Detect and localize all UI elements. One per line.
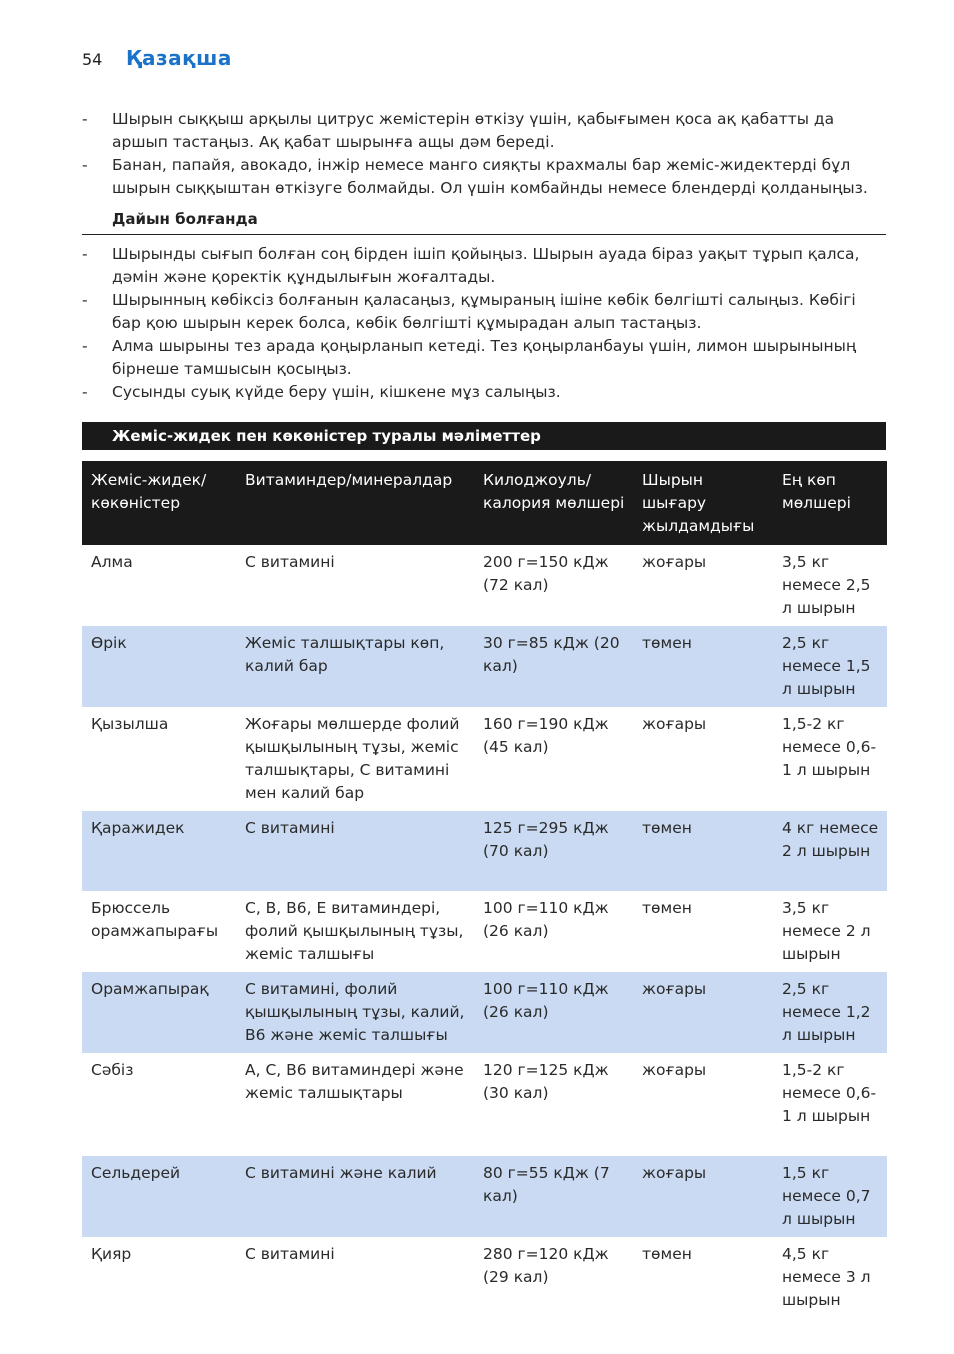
table-cell: 4,5 кг немесе 3 л шырын: [782, 1245, 871, 1309]
list-item: - Шырын сыққыш арқылы цитрус жемістерін өткізу үшін, қабығымен қоса ақ қабатты да аршып тастаңыз. Ақ қабат шырынға ащы дәм береді.: [82, 110, 835, 151]
ready-bullet-list: [82, 243, 888, 404]
table-row: [82, 811, 887, 891]
table-cell: 160 г=190 кДж (45 кал): [483, 715, 609, 756]
table-cell: Сельдерей: [82, 1156, 236, 1237]
table-cell: 80 г=55 кДж (7 кал): [474, 1156, 633, 1237]
table-cell: Қияр: [91, 1245, 132, 1263]
table-cell: жоғары: [633, 972, 773, 1053]
table-cell: Қаражидек: [82, 811, 236, 891]
table-cell: Қызылша: [91, 715, 169, 733]
table-row: [82, 1053, 887, 1156]
table-row: [82, 891, 887, 972]
table-cell: жоғары: [642, 1061, 707, 1079]
list-item: - Шырынның көбіксіз болғанын қаласаңыз, құмыраның ішіне көбік бөлгішті салыңыз. Көбігі бар қою шырын керек болса, көбік бөлгішті құмырадан алып тастаңыз.: [82, 291, 856, 332]
list-item: - Сусынды суық күйде беру үшін, кішкене мұз салыңыз.: [82, 383, 561, 401]
table-cell: 2,5 кг немесе 1,2 л шырын: [773, 972, 887, 1053]
table-cell: 200 г=150 кДж (72 кал): [483, 553, 609, 594]
table-row: [82, 972, 887, 1053]
table-cell: төмен: [633, 811, 773, 891]
column-header: Килоджоуль/ калория мөлшері: [474, 461, 633, 545]
table-cell: С витамині: [236, 811, 474, 891]
table-cell: 125 г=295 кДж (70 кал): [474, 811, 633, 891]
table-cell: 1,5 кг немесе 0,7 л шырын: [773, 1156, 887, 1237]
table-cell: 3,5 кг немесе 2,5 л шырын: [782, 553, 871, 617]
table-cell: төмен: [642, 1245, 692, 1263]
ready-section-heading: [82, 208, 886, 235]
fruit-vegetable-table: [82, 461, 887, 1318]
table-row: [82, 626, 887, 707]
page-number: 54: [82, 50, 103, 69]
column-header: Ең көп мөлшері: [773, 461, 887, 545]
table-row: [82, 1156, 887, 1237]
table-section-heading: [82, 422, 886, 450]
list-item: - Банан, папайя, авокадо, інжір немесе манго сияқты крахмалы бар жеміс-жидектерді бұл шырын сыққыштан өткізуге болмайды. Ол үшін комбайнды немесе блендерді қолданыңыз.: [82, 156, 868, 197]
table-cell: төмен: [642, 899, 692, 917]
section-title: Жеміс-жидек пен көкөністер туралы мәліметтер: [112, 427, 541, 445]
table-cell: Жеміс талшықтары көп, калий бар: [236, 626, 474, 707]
table-cell: Жоғары мөлшерде фолий қышқылының тұзы, жеміс талшықтары, С витамині мен калий бар: [245, 715, 460, 802]
table-cell: Алма: [91, 553, 133, 571]
table-header-row: [82, 461, 887, 545]
table-cell: С витамині: [245, 1245, 335, 1263]
column-header: Шырын шығару жылдамдығы: [633, 461, 773, 545]
table-cell: Сәбіз: [91, 1061, 134, 1079]
table-cell: 280 г=120 кДж (29 кал): [483, 1245, 609, 1286]
table-cell: 3,5 кг немесе 2 л шырын: [782, 899, 871, 963]
column-header: Витаминдер/минералдар: [236, 461, 474, 545]
table-cell: С витамині, фолий қышқылының тұзы, калий, В6 және жеміс талшығы: [236, 972, 474, 1053]
table-cell: Брюссель орамжапырағы: [91, 899, 219, 940]
list-item: - Шырынды сығып болған соң бірден ішіп қойыңыз. Шырын ауада біраз уақыт тұрып қалса, дәмін және қоректік құндылығын жоғалтады.: [82, 245, 860, 286]
table-cell: жоғары: [642, 715, 707, 733]
table-cell: 120 г=125 кДж (30 кал): [483, 1061, 609, 1102]
table-cell: жоғары: [642, 553, 707, 571]
intro-bullet-list: [82, 108, 888, 200]
table-cell: 30 г=85 кДж (20 кал): [474, 626, 633, 707]
table-cell: С витамині және калий: [236, 1156, 474, 1237]
table-cell: төмен: [633, 626, 773, 707]
table-row: [82, 545, 887, 626]
table-cell: 2,5 кг немесе 1,5 л шырын: [773, 626, 887, 707]
table-cell: 100 г=110 кДж (26 кал): [483, 899, 609, 940]
list-item: - Алма шырыны тез арада қоңырланып кетеді. Тез қоңырланбауы үшін, лимон шырынының бірнеше тамшысын қосыңыз.: [82, 337, 857, 378]
table-cell: жоғары: [633, 1156, 773, 1237]
table-cell: 1,5-2 кг немесе 0,6-1 л шырын: [782, 715, 877, 779]
column-header: Жеміс-жидек/ көкөністер: [82, 461, 236, 545]
table-row: [82, 707, 887, 811]
table-row: [82, 1237, 887, 1318]
table-cell: С, В, В6, Е витаминдері, фолий қышқылының тұзы, жеміс талшығы: [245, 899, 464, 963]
table-cell: 100 г=110 кДж (26 кал): [474, 972, 633, 1053]
table-cell: А, С, В6 витаминдері және жеміс талшықтары: [245, 1061, 464, 1102]
table-cell: Орамжапырақ: [82, 972, 236, 1053]
table-cell: 4 кг немесе 2 л шырын: [773, 811, 887, 891]
language-title: Қазақша: [126, 46, 232, 70]
table-cell: Өрік: [82, 626, 236, 707]
section-title: Дайын болғанда: [112, 210, 258, 228]
table-cell: 1,5-2 кг немесе 0,6-1 л шырын: [782, 1061, 877, 1125]
table-cell: С витамині: [245, 553, 335, 571]
